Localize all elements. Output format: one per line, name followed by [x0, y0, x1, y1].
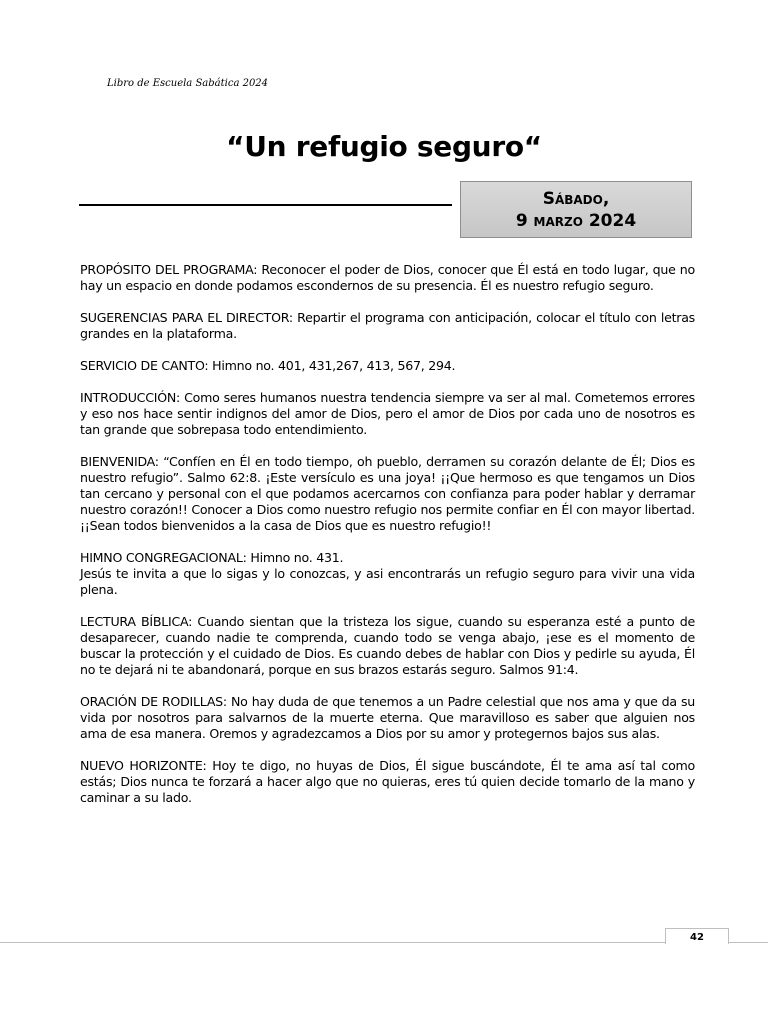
section-introduccion [80, 390, 695, 438]
date-box [460, 181, 692, 238]
section-text: Cuando sientan que la tristeza los sigue, cuando su esperanza esté a punto de desaparecer, cuando nadie te comprenda, cuando todo se venga abajo, ¡ese es el momento de buscar la protección y el cuidado de Dios. Es cuando debes de hablar con Dios y pedirle su ayuda, Él no te dejará ni te abandonará, porque en sus brazos estarás seguro. Salmos 91:4. [80, 614, 695, 677]
section-proposito [80, 262, 695, 294]
section-text: Repartir el programa con anticipación, colocar el título con letras grandes en la plataforma. [80, 310, 695, 341]
section-label: NUEVO HORIZONTE: [80, 758, 207, 773]
section-label: LECTURA BÍBLICA: [80, 614, 193, 629]
section-label: PROPÓSITO DEL PROGRAMA: [80, 262, 258, 277]
section-nuevo-horizonte [80, 758, 695, 806]
section-bienvenida [80, 454, 695, 534]
section-label: ORACIÓN DE RODILLAS: [80, 694, 227, 709]
program-content [80, 262, 695, 822]
title-rule [79, 204, 452, 206]
date-date [461, 210, 691, 232]
date-date-text: 9 marzo 2024 [515, 211, 637, 231]
section-text: Hoy te digo, no huyas de Dios, Él sigue buscándote, Él te ama así tal como estás; Dios nunca te forzará a hacer algo que no quieras, eres tú quien decide tomarlo de la mano y caminar a su lado. [80, 758, 695, 805]
section-text: Himno no. 401, 431,267, 413, 567, 294. [208, 358, 456, 373]
section-label: HIMNO CONGREGACIONAL: [80, 550, 247, 565]
page-number: 42 [665, 928, 729, 944]
footer-divider [0, 942, 768, 943]
section-text: Himno no. 431. [246, 550, 344, 565]
section-label: INTRODUCCIÓN: [80, 390, 181, 405]
section-himno-congregacional [80, 550, 695, 598]
section-label: SERVICIO DE CANTO: [80, 358, 209, 373]
page-title: “Un refugio seguro“ [226, 130, 542, 163]
section-label: SUGERENCIAS PARA EL DIRECTOR: [80, 310, 293, 325]
section-lectura-biblica [80, 614, 695, 678]
section-sugerencias [80, 310, 695, 342]
section-oracion-rodillas [80, 694, 695, 742]
section-extra: Jesús te invita a que lo sigas y lo conozcas, y asi encontrarás un refugio seguro para vivir una vida plena. [80, 566, 695, 597]
section-text: Como seres humanos nuestra tendencia siempre va ser al mal. Cometemos errores y eso nos hace sentir indignos del amor de Dios, pero el amor de Dios por cada uno de nosotros es tan grande que sobrepasa todo entendimiento. [80, 390, 695, 437]
section-servicio-canto [80, 358, 695, 374]
section-label: BIENVENIDA: [80, 454, 159, 469]
section-text: No hay duda de que tenemos a un Padre celestial que nos ama y que da su vida por nosotros para salvarnos de la muerte eterna. Que maravilloso es saber que alguien nos ama de esa manera. Oremos y agradezcamos a Dios por su amor y protegernos bajos sus alas. [80, 694, 695, 741]
date-day: Sábado, [542, 189, 610, 209]
section-text: “Confíen en Él en todo tiempo, oh pueblo, derramen su corazón delante de Él; Dios es nuestro refugio”. Salmo 62:8. ¡Este versículo es una joya! ¡¡Que hermoso es que tengamos un Dios tan cercano y personal con el que podamos acercarnos con confianza para poder hablar y derramar nuestro corazón!! Conocer a Dios como nuestro refugio nos permite confiar en Él con mayor libertad. ¡¡Sean todos bienvenidos a la casa de Dios que es nuestro refugio!! [80, 454, 695, 533]
section-text: Reconocer el poder de Dios, conocer que Él está en todo lugar, que no hay un espacio en donde podamos escondernos de su presencia. Él es nuestro refugio seguro. [80, 262, 695, 293]
book-header: Libro de Escuela Sabática 2024 [107, 78, 269, 89]
